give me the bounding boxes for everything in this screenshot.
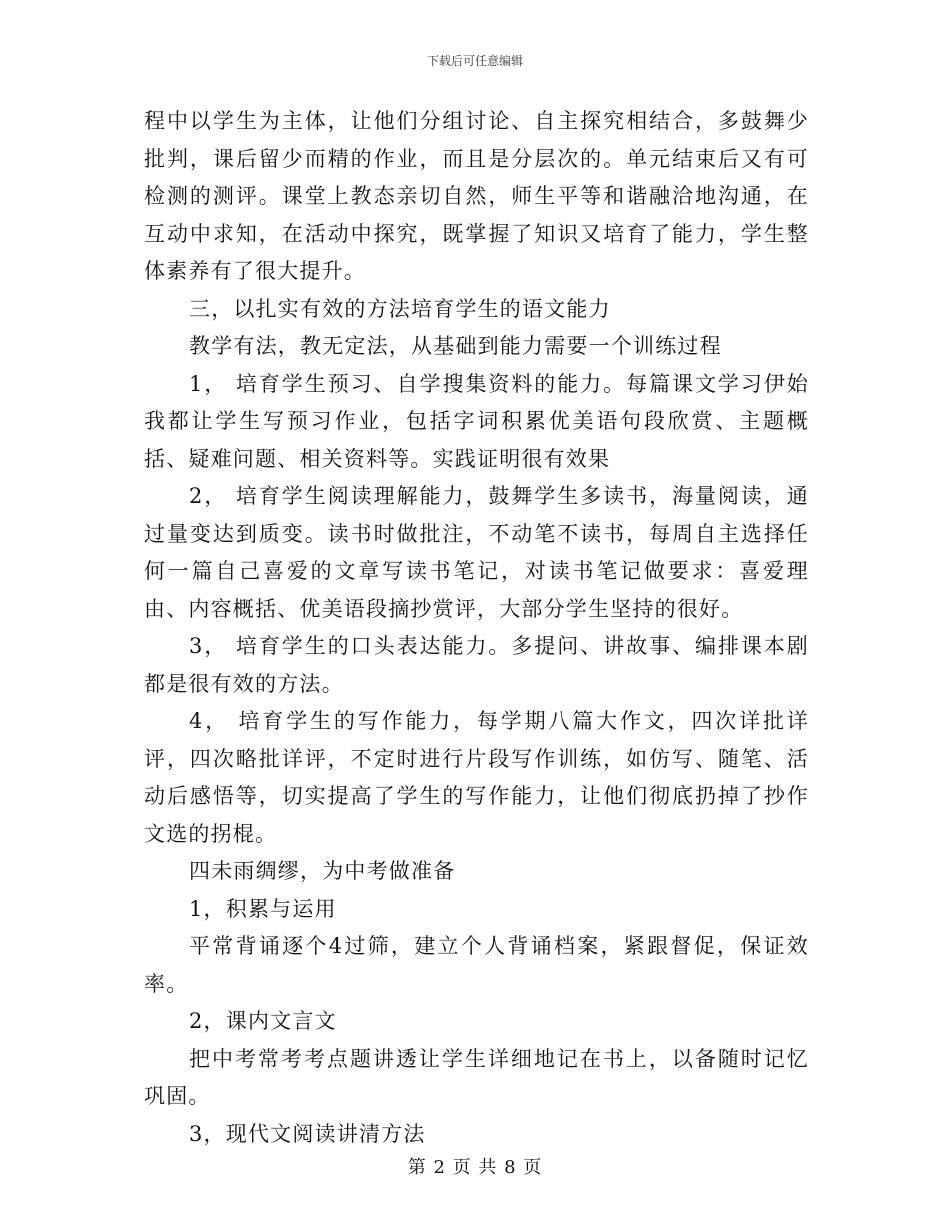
subsection-heading: 2，课内文言文 bbox=[189, 1009, 337, 1033]
list-item: 4， 培育学生的写作能力，每学期八篇大作文，四次详批详评，四次略批详评，不定时进行片段写作训练，如仿写、随笔、活动后感悟等，切实提高了学生的写作能力，让他们彻底扔掉了抄作文选的拐棍。 bbox=[144, 709, 809, 846]
paragraph: 程中以学生为主体，让他们分组讨论、自主探究相结合，多鼓舞少批判，课后留少而精的作业，而且是分层次的。单元结束后又有可检测的测评。课堂上教态亲切自然，师生平等和谐融洽地沟通，在互动中求知，在活动中探究，既掌握了知识又培育了能力，学生整体素养有了很大提升。 bbox=[144, 109, 809, 283]
section-heading: 四未雨绸缪，为中考做准备 bbox=[189, 859, 456, 883]
subsection-heading: 1，积累与运用 bbox=[189, 896, 337, 921]
list-item: 3， 培育学生的口头表达能力。多提问、讲故事、编排课本剧都是很有效的方法。 bbox=[144, 634, 809, 696]
paragraph: 平常背诵逐个4过筛，建立个人背诵档案，紧跟督促，保证效率。 bbox=[144, 934, 809, 996]
page-header: 下载后可任意编辑 bbox=[426, 54, 523, 68]
list-item: 2， 培育学生阅读理解能力，鼓舞学生多读书，海量阅读，通过量变达到质变。读书时做批注，不动笔不读书，每周自主选择任何一篇自己喜爱的文章写读书笔记，对读书笔记做要求：喜爱理由、内容概括、优美语段摘抄赏评，大部分学生坚持的很好。 bbox=[144, 484, 809, 621]
document-body bbox=[144, 103, 809, 1153]
paragraph: 把中考常考考点题讲透让学生详细地记在书上，以备随时记忆巩固。 bbox=[144, 1046, 809, 1108]
list-item: 1， 培育学生预习、自学搜集资料的能力。每篇课文学习伊始我都让学生写预习作业，包括字词积累优美语句段欣赏、主题概括、疑难问题、相关资料等。实践证明很有效果 bbox=[144, 371, 809, 471]
section-heading: 三，以扎实有效的方法培育学生的语文能力 bbox=[189, 296, 611, 321]
paragraph: 教学有法，教无定法，从基础到能力需要一个训练过程 bbox=[189, 334, 722, 358]
subsection-heading: 3，现代文阅读讲清方法 bbox=[189, 1121, 426, 1146]
page-footer: 第 2 页 共 8 页 bbox=[407, 1157, 543, 1178]
